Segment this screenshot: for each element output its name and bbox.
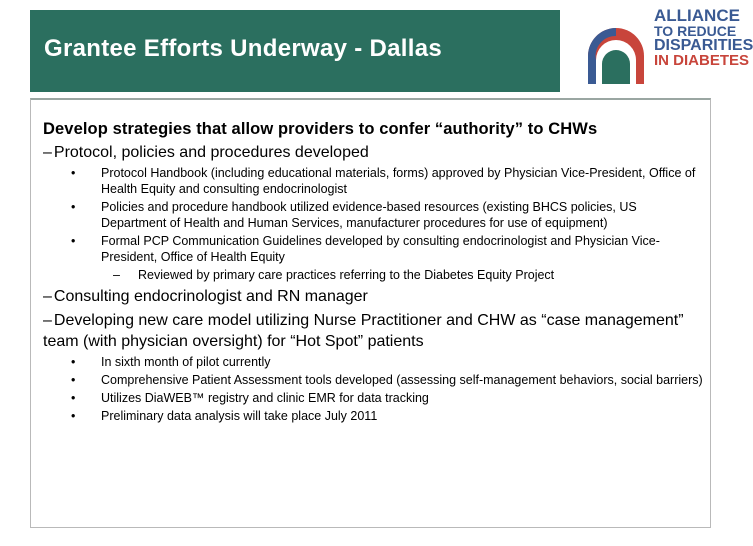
logo-line-3: DISPARITIES: [654, 37, 753, 54]
bullet-marker: •: [71, 391, 76, 405]
list-item: [43, 199, 703, 231]
slide-heading: Develop strategies that allow providers to confer “authority” to CHWs: [43, 120, 598, 138]
dash-marker: –: [43, 288, 52, 305]
list-item-text: Utilizes DiaWEB™ registry and clinic EMR for data tracking: [101, 391, 429, 405]
section-3-text: Developing new care model utilizing Nurse Practitioner and CHW as “case management” team (with physician oversight) for “Hot Spot” patients: [43, 312, 684, 350]
list-item-text: Preliminary data analysis will take place July 2011: [101, 409, 378, 423]
list-item-text: Policies and procedure handbook utilized evidence-based resources (existing BHCS policies, US Department of Health and Human Services, manufacturer procedures for use of equipment): [101, 200, 637, 230]
list-item-text: In sixth month of pilot currently: [101, 355, 271, 369]
logo-line-2: TO REDUCE: [654, 23, 737, 39]
list-item-text: Comprehensive Patient Assessment tools developed (assessing self-management behaviors, social barriers): [101, 373, 703, 387]
section-2: [43, 286, 703, 307]
list-item: [43, 165, 703, 197]
section-1: [43, 142, 703, 163]
dash-marker: –: [43, 144, 52, 161]
bullet-marker: •: [71, 373, 76, 387]
logo-line-4: IN DIABETES: [654, 52, 750, 69]
list-item: [43, 408, 703, 424]
section-3-list: [43, 354, 703, 424]
logo-line-1: ALLIANCE: [654, 6, 740, 25]
bullet-marker: •: [71, 200, 76, 214]
section-1-text: Protocol, policies and procedures developed: [53, 144, 369, 161]
list-item: [43, 354, 703, 370]
bullet-marker: •: [71, 166, 76, 180]
list-item-text: Protocol Handbook (including educational materials, forms) approved by Physician Vice-President, Office of Health Equity and consulting endocrinologist: [101, 166, 696, 196]
alliance-logo: [574, 6, 753, 94]
dash-marker: –: [43, 312, 52, 329]
list-item: [43, 372, 703, 388]
list-item: [43, 233, 703, 283]
section-1-list: [43, 165, 703, 283]
sub-list-item: [43, 267, 703, 283]
bullet-marker: •: [71, 409, 76, 423]
slide-body: [43, 120, 703, 426]
list-item: [43, 390, 703, 406]
sub-list-item-text: Reviewed by primary care practices referring to the Diabetes Equity Project: [138, 268, 555, 282]
dash-marker: –: [113, 268, 120, 282]
logo-emblem-icon: [574, 6, 656, 88]
bullet-marker: •: [71, 234, 76, 248]
section-2-text: Consulting endocrinologist and RN manager: [53, 288, 368, 305]
sub-list: [101, 267, 703, 283]
bullet-marker: •: [71, 355, 76, 369]
logo-wordmark: [654, 8, 753, 68]
section-3: [43, 310, 703, 352]
slide-title: Grantee Efforts Underway - Dallas: [44, 35, 443, 62]
list-item-text: Formal PCP Communication Guidelines developed by consulting endocrinologist and Physician Vice-President, Office of Health Equity: [101, 234, 660, 264]
